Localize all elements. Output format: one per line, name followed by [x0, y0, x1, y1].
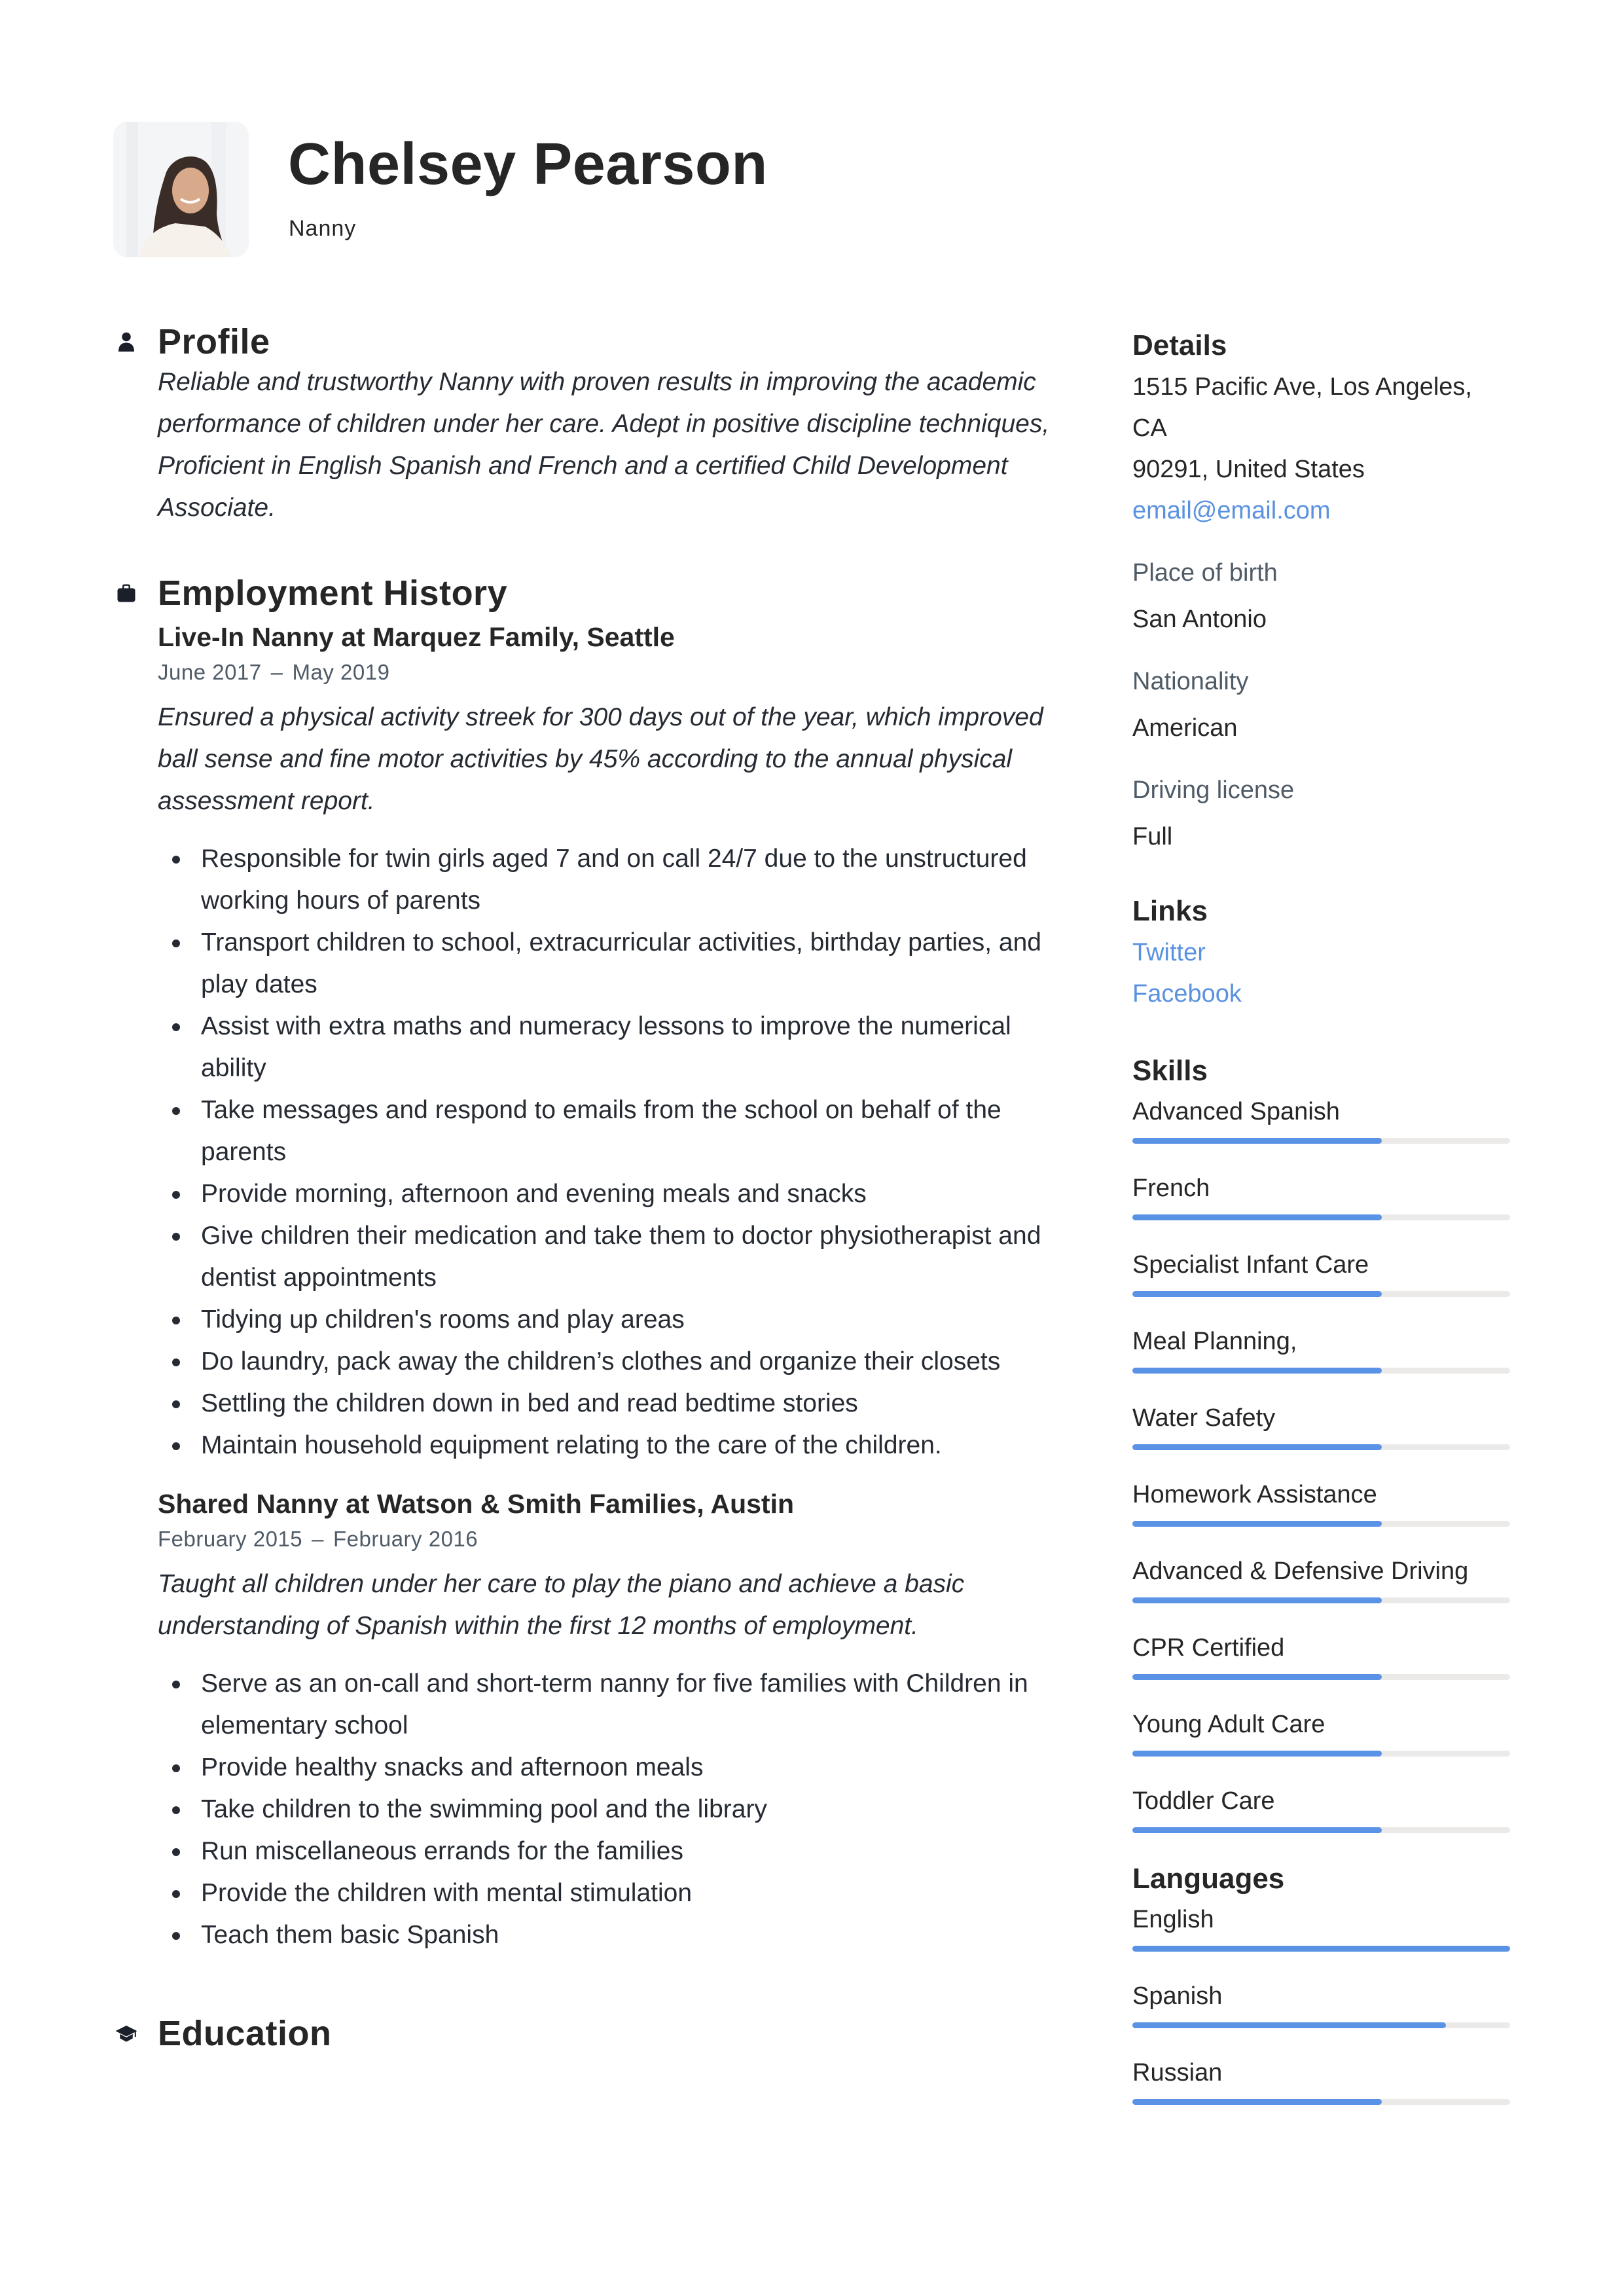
- skill-level-fill: [1132, 1674, 1382, 1680]
- job-summary: Taught all children under her care to play the piano and achieve a basic understanding of Spanish within the first 12 months of employment.: [158, 1570, 965, 1640]
- language-name: English: [1132, 1906, 1214, 1933]
- language-level-bar: [1132, 1946, 1510, 1952]
- list-item: Provide morning, afternoon and evening meals and snacks: [158, 1173, 1074, 1215]
- main-column: [113, 318, 1068, 2057]
- list-item: Responsible for twin girls aged 7 and on call 24/7 due to the unstructured working hours of parents: [158, 838, 1074, 922]
- skill-name: Homework Assistance: [1132, 1481, 1377, 1508]
- nationality-label: Nationality: [1132, 668, 1249, 695]
- skill-level-bar: [1132, 1368, 1510, 1374]
- facebook-link[interactable]: Facebook: [1132, 980, 1242, 1008]
- person-icon: [113, 328, 140, 355]
- skill-item: [1132, 1169, 1512, 1220]
- job-title: Shared Nanny at Watson & Smith Families, Austin: [158, 1489, 795, 1519]
- job-responsibilities: [158, 838, 1074, 1467]
- skill-name: Toddler Care: [1132, 1787, 1275, 1815]
- skill-item: [1132, 1245, 1512, 1297]
- job-summary: Ensured a physical activity streek for 300 days out of the year, which improved ball sense and fine motor activities by 45% according to the annual physical assessment report.: [158, 703, 1043, 815]
- list-item: Tidying up children's rooms and play areas: [158, 1299, 1074, 1341]
- employment-section: [113, 570, 1068, 1956]
- skill-item: [1132, 1781, 1512, 1833]
- driving-license-label: Driving license: [1132, 776, 1295, 804]
- languages-heading: Languages: [1132, 1863, 1285, 1895]
- date-separator: –: [270, 660, 283, 684]
- skill-item: [1132, 1092, 1512, 1144]
- list-item: Maintain household equipment relating to the care of the children.: [158, 1425, 1074, 1467]
- skill-level-fill: [1132, 1138, 1382, 1144]
- list-item: Take children to the swimming pool and the library: [158, 1789, 1074, 1831]
- language-item: [1132, 1977, 1512, 2028]
- skill-level-bar: [1132, 1291, 1510, 1297]
- place-of-birth-label: Place of birth: [1132, 559, 1278, 587]
- language-level-bar: [1132, 2099, 1510, 2105]
- skill-level-bar: [1132, 1138, 1510, 1144]
- driving-license-value: Full: [1132, 823, 1173, 850]
- skill-name: CPR Certified: [1132, 1634, 1285, 1662]
- briefcase-icon: [113, 579, 140, 607]
- language-item: [1132, 2053, 1512, 2105]
- nationality-value: American: [1132, 714, 1238, 742]
- employment-heading: [113, 570, 1068, 617]
- skills-section: [1132, 1050, 1512, 1833]
- skill-name: Meal Planning,: [1132, 1328, 1297, 1355]
- skill-level-bar: [1132, 1674, 1510, 1680]
- portrait-image: [113, 122, 249, 257]
- skill-level-bar: [1132, 1214, 1510, 1220]
- list-item: Do laundry, pack away the children’s clothes and organize their closets: [158, 1341, 1074, 1383]
- profile-heading: [113, 318, 1068, 365]
- language-item: [1132, 1900, 1512, 1952]
- email-link[interactable]: email@email.com: [1132, 497, 1331, 524]
- skill-level-bar: [1132, 1751, 1510, 1757]
- list-item: Provide healthy snacks and afternoon meals: [158, 1747, 1074, 1789]
- skill-level-fill: [1132, 1291, 1382, 1297]
- links-section: [1132, 890, 1512, 1015]
- list-item: Assist with extra maths and numeracy lessons to improve the numerical ability: [158, 1006, 1074, 1089]
- skill-item: [1132, 1552, 1512, 1603]
- section-title: Employment History: [158, 574, 508, 613]
- date-separator: –: [312, 1527, 324, 1551]
- section-title: Profile: [158, 322, 270, 361]
- skill-level-bar: [1132, 1597, 1510, 1603]
- skill-item: [1132, 1322, 1512, 1374]
- skill-level-bar: [1132, 1521, 1510, 1527]
- job-responsibilities: [158, 1663, 1074, 1956]
- profile-summary: Reliable and trustworthy Nanny with proven results in improving the academic performance of children under her care. Adept in positive discipline techniques, Proficient in English Spanish and French and a certified Child Development Associate.: [158, 368, 1050, 522]
- list-item: Settling the children down in bed and read bedtime stories: [158, 1383, 1074, 1425]
- list-item: Transport children to school, extracurricular activities, birthday parties, and play dates: [158, 922, 1074, 1006]
- place-of-birth-value: San Antonio: [1132, 606, 1267, 633]
- skill-item: [1132, 1475, 1512, 1527]
- job-end-date: May 2019: [292, 660, 390, 684]
- skill-level-fill: [1132, 1521, 1382, 1527]
- section-title: Education: [158, 2014, 332, 2053]
- sidebar-column: [1132, 325, 1512, 2130]
- job-dates: [158, 1523, 1068, 1556]
- twitter-link[interactable]: Twitter: [1132, 939, 1206, 966]
- address-line-1: 1515 Pacific Ave, Los Angeles, CA: [1132, 373, 1472, 442]
- list-item: Provide the children with mental stimulation: [158, 1872, 1074, 1914]
- graduation-cap-icon: [113, 2020, 140, 2047]
- job-entry: [113, 1485, 1068, 1956]
- skill-item: [1132, 1705, 1512, 1757]
- skill-level-fill: [1132, 1368, 1382, 1374]
- skill-name: Young Adult Care: [1132, 1711, 1325, 1738]
- skill-name: Specialist Infant Care: [1132, 1251, 1369, 1279]
- skill-level-fill: [1132, 1597, 1382, 1603]
- skill-level-bar: [1132, 1827, 1510, 1833]
- languages-list: [1132, 1900, 1512, 2105]
- list-item: Teach them basic Spanish: [158, 1914, 1074, 1956]
- skill-level-fill: [1132, 1751, 1382, 1757]
- job-start-date: February 2015: [158, 1527, 303, 1551]
- language-level-fill: [1132, 1946, 1510, 1952]
- languages-section: [1132, 1858, 1512, 2105]
- details-section: [1132, 325, 1512, 858]
- list-item: Give children their medication and take them to doctor physiotherapist and dentist appointments: [158, 1215, 1074, 1299]
- profile-section: [113, 318, 1068, 529]
- skills-list: [1132, 1092, 1512, 1833]
- education-heading: [113, 2010, 1068, 2057]
- links-heading: Links: [1132, 895, 1208, 927]
- education-section: [113, 2010, 1068, 2057]
- job-title: Live-In Nanny at Marquez Family, Seattle: [158, 622, 675, 652]
- skill-item: [1132, 1398, 1512, 1450]
- skill-level-fill: [1132, 1444, 1382, 1450]
- skill-name: French: [1132, 1175, 1210, 1202]
- candidate-job-title: Nanny: [289, 216, 357, 241]
- skill-level-fill: [1132, 1214, 1382, 1220]
- skill-level-bar: [1132, 1444, 1510, 1450]
- job-dates: [158, 656, 1068, 689]
- skill-name: Advanced & Defensive Driving: [1132, 1558, 1469, 1585]
- language-level-bar: [1132, 2022, 1510, 2028]
- job-end-date: February 2016: [333, 1527, 478, 1551]
- list-item: Run miscellaneous errands for the families: [158, 1831, 1074, 1872]
- skill-name: Advanced Spanish: [1132, 1098, 1340, 1125]
- job-start-date: June 2017: [158, 660, 262, 684]
- language-name: Spanish: [1132, 1982, 1223, 2010]
- profile-photo: [113, 122, 249, 257]
- candidate-name: Chelsey Pearson: [288, 132, 768, 197]
- list-item: Take messages and respond to emails from the school on behalf of the parents: [158, 1089, 1074, 1173]
- skills-heading: Skills: [1132, 1055, 1208, 1087]
- skill-name: Water Safety: [1132, 1404, 1276, 1432]
- address-line-2: 90291, United States: [1132, 456, 1365, 483]
- details-heading: Details: [1132, 329, 1227, 361]
- language-level-fill: [1132, 2099, 1382, 2105]
- skill-level-fill: [1132, 1827, 1382, 1833]
- language-name: Russian: [1132, 2059, 1223, 2086]
- job-entry: [113, 618, 1068, 1467]
- skill-item: [1132, 1628, 1512, 1680]
- language-level-fill: [1132, 2022, 1446, 2028]
- list-item: Serve as an on-call and short-term nanny for five families with Children in elementary school: [158, 1663, 1074, 1747]
